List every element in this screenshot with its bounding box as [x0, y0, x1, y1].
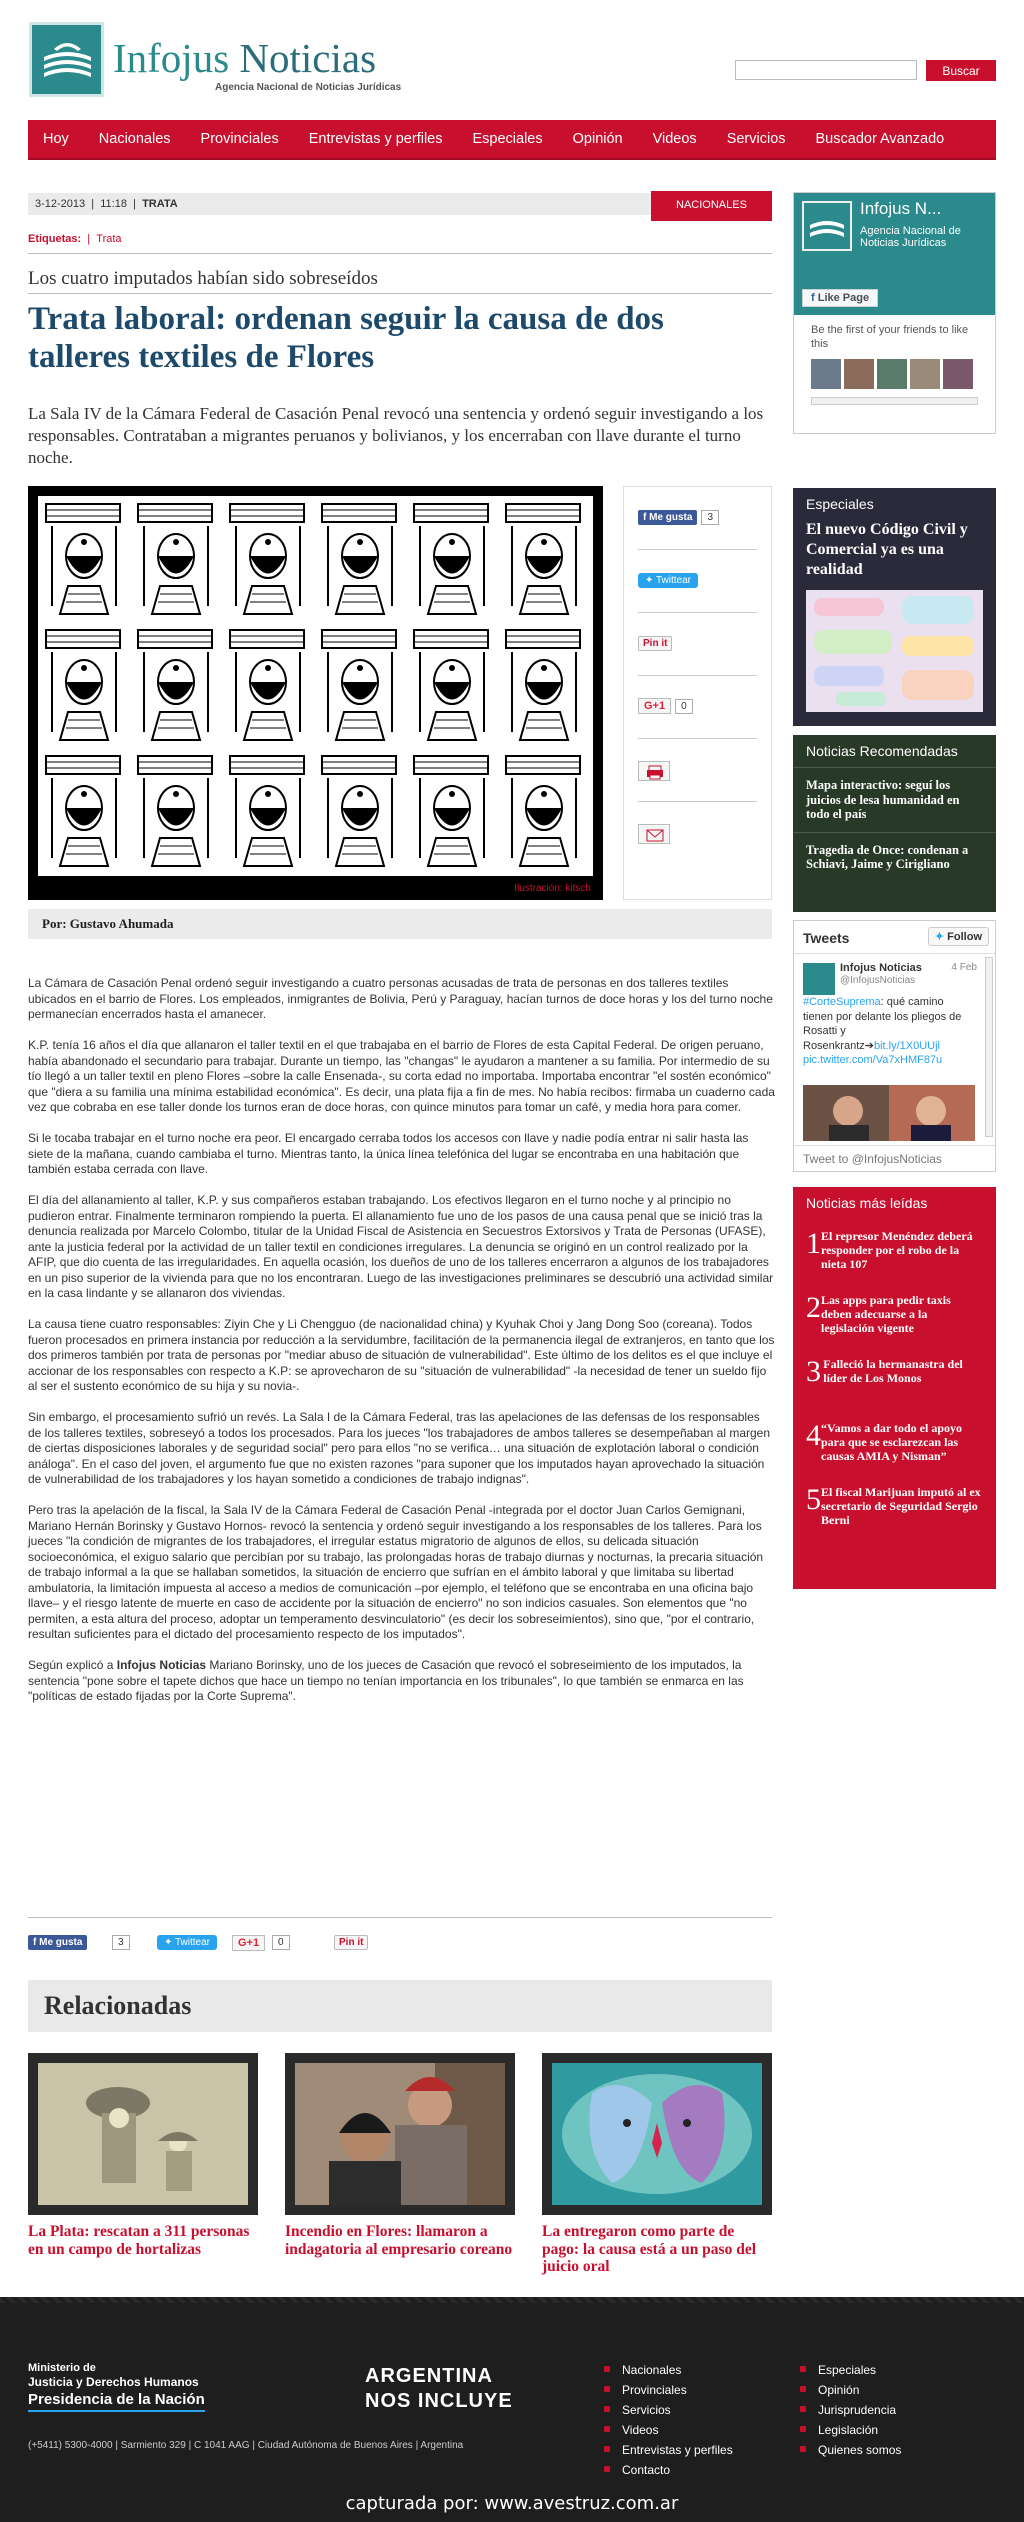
article-paragraph: Pero tras la apelación de la fiscal, la Sala IV de la Cámara Federal de Casación Penal -integrada por el doctor Juan Carlos Gemignani, Mariano Hernán Borinsky y Gustavo Hornos- revocó la sentencia y ordenó seguir investigando a los responsables de los talleres. Para los jueces "la condición de migrantes de los trabajadores, el irregular estatus migratorio de algunos de ellos, su delicada situación socioeconómica, el exiguo salario que percibían por su trabajo, las prolongadas horas de trabajo diurnas y nocturnas, la precaria situación de trabajo informal a la que se hallaban sometidos, la situación de encierro que sufrían en el ámbito laboral y que limitaba su libertad ambulatoria, la limitación impuesta al acceso a medios de comunicación –por ejemplo, el teléfono que se encontraba en una oficina bajo llave– y el riesgo latente de muerte en caso de accidente por la situación de encierro" no son indicios casuales. Son elementos que "no permiten, a esta altura del proceso, adoptar un temperamento desvinculatorio" (es decir los sobreseimientos), sino que, "por el contrario, resultan suficientes para el dictado del procesamiento respecto de los imputados".	[28, 1503, 764, 1641]
facebook-friends-text: Be the first of your friends to like this	[811, 324, 969, 350]
divider	[28, 293, 772, 294]
nav-opinion[interactable]: Opinión	[572, 131, 623, 147]
site-logo[interactable]	[29, 22, 409, 102]
most-read-item[interactable]: 1 El represor Menéndez deberá responder por el robo de la nieta 107	[806, 1227, 973, 1271]
printer-icon	[639, 762, 671, 782]
facebook-scrollbar[interactable]	[811, 397, 978, 405]
especiales-title[interactable]: El nuevo Código Civil y Comercial ya es una realidad	[806, 521, 968, 578]
site-header	[0, 0, 1024, 120]
footer-links-2	[798, 2360, 901, 2460]
related-heading: Relacionadas	[28, 1980, 772, 2032]
friend-avatar[interactable]	[910, 359, 940, 389]
share-print	[638, 739, 757, 802]
googleplus-count: 0	[675, 699, 693, 714]
most-read-heading: Noticias más leídas	[806, 1195, 928, 1211]
nav-buscador-avanzado[interactable]: Buscador Avanzado	[815, 131, 945, 147]
article-paragraph: Si le tocaba trabajar en el turno noche era peor. El encargado cerraba todos los accesos con llave y nadie podía entrar ni salir hasta las siete de la mañana, cuando cambiaba el turno. Mientras tanto, la única línea telefónica del lugar se encontraba en una habitación que también estaba cerrada con llave.	[28, 1131, 749, 1176]
article-image	[28, 486, 603, 900]
share-email	[638, 802, 757, 865]
search-button[interactable]: Buscar	[926, 60, 996, 81]
tweet-user[interactable]: Infojus Noticias	[840, 962, 922, 974]
article-paragraph: K.P. tenía 16 años el día que allanaron el taller textil en el que trabajaba en el barrio de Flores de esta Capital Federal. De origen peruano, había abandonado el secundario para trabajar. Durante un tiempo, las "changas" le ayudaron a mantener a su familia. Por intermedio de su tío llegó a un taller textil en pleno Flores –sobre la calle Ensenada-, su corta edad no importaba. Importaba encontrar "el sostén económico" que "diera a su familia una mínima estabilidad económica". Es decir, una plata fija a fin de mes. No había recibos: firmaba un cuaderno cada vez que cobraba en ese taller donde los turnos eran de doce horas, con quince minutos para tomar un café, y media hora para comer.	[28, 1038, 775, 1114]
argentina-logo-2: NOS INCLUYE	[365, 2390, 513, 2412]
tweets-scrollbar[interactable]	[985, 957, 993, 1137]
ministry-name-2: Justicia y Derechos Humanos	[28, 2375, 199, 2389]
friend-avatar[interactable]	[877, 359, 907, 389]
related-item[interactable]	[28, 2053, 258, 2258]
footer-link[interactable]: Servicios	[602, 2400, 733, 2420]
share-googleplus	[638, 676, 757, 739]
share-facebook	[638, 487, 757, 550]
pinterest-pin-button[interactable]: Pin it	[638, 636, 672, 651]
footer-link[interactable]: Provinciales	[602, 2380, 733, 2400]
footer-pattern	[0, 2297, 1024, 2303]
facebook-page-tagline: Agencia Nacional de Noticias Jurídicas	[860, 225, 961, 249]
facebook-friend-faces	[794, 359, 995, 389]
nav-especiales[interactable]: Especiales	[472, 131, 543, 147]
footer-link[interactable]: Quienes somos	[798, 2440, 901, 2460]
twitter-tweet-button[interactable]: ✦ Twittear	[638, 573, 698, 588]
page-avatar	[802, 201, 852, 251]
footer-link[interactable]: Entrevistas y perfiles	[602, 2440, 733, 2460]
article-paragraph: Sin embargo, el procesamiento sufrió un revés. La Sala I de la Cámara Federal, tras las apelaciones de las defensas de los responsables de los talleres textiles, sobreseyó a todos los procesados. Para los jueces "los trabajadores de ambos talleres se desempeñaban al margen de ciertas disposiciones laborales y de seguridad social" pero para ellos "no se verifica… una situación de explotación laboral o condición análoga". En el caso del joven, el argumento fue que no existen razones "para suponer que los imputados hayan aprovechado la situación de vulnerabilidad de los trabajadores y los hayan sometido a condiciones de trabajo indignas".	[28, 1410, 771, 1486]
footer-link[interactable]: Jurisprudencia	[798, 2400, 901, 2420]
divider	[28, 253, 772, 254]
logo-wordmark: Infojus Noticias	[113, 35, 377, 81]
twitter-bird-icon: ✦	[645, 575, 654, 586]
bottom-share-bar	[28, 1935, 772, 1957]
footer-link[interactable]: Nacionales	[602, 2360, 733, 2380]
tag-link[interactable]: Trata	[96, 233, 122, 245]
tweet-avatar[interactable]	[803, 963, 835, 995]
recommended-item[interactable]: Tragedia de Once: condenan a Schiavi, Jaime y Cirigliano	[806, 842, 969, 871]
googleplus-button[interactable]: G+1	[638, 698, 671, 714]
divider	[794, 953, 995, 954]
share-pinterest	[638, 613, 757, 676]
twitter-follow-button[interactable]: ✦ Follow	[928, 927, 989, 946]
tags-label: Etiquetas:	[28, 233, 82, 245]
presidency-logo[interactable]: Presidencia de la Nación	[28, 2391, 205, 2412]
related-image	[285, 2053, 515, 2215]
tweet-text: #CorteSuprema: qué camino tienen por delante los pliegos de Rosatti y Rosenkrantz➔bit.ly/1X0UUjl pic.twitter.com/Va7xHMF87u	[803, 996, 962, 1066]
main-nav	[28, 120, 996, 160]
image-credit: Ilustración: kitsch	[514, 883, 591, 894]
article-headline: Trata laboral: ordenan seguir la causa de dos talleres textiles de Flores	[28, 301, 664, 375]
article-topic[interactable]: TRATA	[142, 198, 178, 210]
googleplus-count-bottom: 0	[272, 1935, 290, 1950]
especiales-panel	[793, 488, 996, 726]
article-date: 3-12-2013	[35, 198, 86, 210]
twitter-bird-icon: ✦	[934, 931, 945, 943]
related-title[interactable]: La entregaron como parte de pago: la causa está a un paso del juicio oral	[542, 2223, 757, 2275]
share-sidebar	[623, 486, 772, 900]
tweets-heading: Tweets	[803, 930, 850, 946]
illustration-sewing-pattern	[38, 496, 593, 876]
related-item[interactable]	[542, 2053, 772, 2276]
footer-link[interactable]: Opinión	[798, 2380, 901, 2400]
article-author: Por: Gustavo Ahumada	[28, 909, 772, 939]
especiales-heading[interactable]: Especiales	[806, 496, 874, 512]
related-item[interactable]	[285, 2053, 515, 2258]
footer-link[interactable]: Videos	[602, 2420, 733, 2440]
facebook-like-count: 3	[701, 510, 719, 525]
footer-address: (+5411) 5300-4000 | Sarmiento 329 | C 1041 AAG | Ciudad Autónoma de Buenos Aires | Argentina	[28, 2440, 464, 2451]
article-paragraph: La causa tiene cuatro responsables: Ziyin Che y Li Chengguo (de nacionalidad china) y Kyuhak Choi y Jang Dong Soo (coreana). Todos fueron procesados en primera instancia por reducción a la servidumbre, facilitación de la permanencia ilegal de extranjeros, en tanto que los dos primeros también por trata de personas por "mediar abuso de situación de vulnerabilidad". Este último de los delitos es el que incluye el accionar de los responsables con respecto a K.P: se aprovecharon de su "situación de vulnerabilidad" -la necesidad de tener un sueldo fijo al ser el sustento económico de su hija y su novia-.	[28, 1317, 775, 1393]
related-title[interactable]: La Plata: rescatan a 311 personas en un campo de hortalizas	[28, 2223, 250, 2258]
friend-avatar[interactable]	[844, 359, 874, 389]
article-paragraph: Según explicó a Infojus Noticias Mariano Borinsky, uno de los jueces de Casación que revocó el sobreseimiento de los imputados, la sentencia "pone sobre el tapete dichos que hace un tiempo no tenían importancia en los tribunales", lo que también se enmarca en las "políticas de estado fijadas por la Corte Suprema".	[28, 1658, 744, 1703]
facebook-like-button-bottom[interactable]: f Me gusta	[28, 1935, 87, 1950]
nav-nacionales[interactable]: Nacionales	[98, 131, 171, 147]
email-button[interactable]	[638, 824, 670, 844]
recommended-item[interactable]: Mapa interactivo: seguí los juicios de lesa humanidad en todo el país	[793, 767, 996, 833]
tweet-date[interactable]: 4 Feb	[951, 962, 977, 973]
recommended-heading: Noticias Recomendadas	[806, 743, 958, 759]
share-twitter	[638, 550, 757, 613]
nav-videos[interactable]: Videos	[652, 131, 697, 147]
googleplus-button-bottom[interactable]: G+1	[232, 1935, 265, 1951]
search-input[interactable]	[735, 60, 917, 80]
logo-tagline: Agencia Nacional de Noticias Jurídicas	[215, 82, 402, 93]
nav-provinciales[interactable]: Provinciales	[200, 131, 279, 147]
footer-link[interactable]: Especiales	[798, 2360, 901, 2380]
article-lead: La Sala IV de la Cámara Federal de Casación Penal revocó una sentencia y ordenó seguir investigando a los responsables. Contrataban a migrantes peruanos y bolivianos, y los encerraban con llave durante el turno noche.	[28, 404, 764, 467]
twitter-tweet-button-bottom[interactable]: ✦ Twittear	[157, 1935, 217, 1950]
recommended-panel	[793, 735, 996, 912]
article-kicker: Los cuatro imputados habían sido sobreseídos	[28, 268, 378, 289]
related-image	[542, 2053, 772, 2215]
pinterest-pin-button-bottom[interactable]: Pin it	[334, 1935, 368, 1950]
facebook-f-icon: f	[811, 292, 815, 304]
book-logo-icon	[29, 22, 104, 97]
most-read-item[interactable]: 4 “Vamos a dar todo el apoyo para que se esclarezcan las causas AMIA y Nisman”	[806, 1419, 963, 1463]
tweet-to-input[interactable]: Tweet to @InfojusNoticias	[794, 1145, 995, 1171]
friend-avatar[interactable]	[811, 359, 841, 389]
article-paragraph: La Cámara de Casación Penal ordenó seguir investigando a cuatro personas acusadas de trata de personas en dos talleres textiles ubicados en el barrio de Flores. Los empleados, inmigrantes de Bolivia, Perú y Paraguay, hacían turnos de doce horas y los del turno noche permanecían encerrados hasta el amanecer.	[28, 976, 773, 1021]
tweet-photo[interactable]	[803, 1085, 975, 1141]
tags-line: Etiquetas: | Trata	[28, 233, 122, 245]
footer-link[interactable]: Legislación	[798, 2420, 901, 2440]
most-read-item[interactable]: 2 Las apps para pedir taxis deben adecuarse a la legislación vigente	[806, 1291, 951, 1335]
twitter-timeline-widget	[793, 920, 996, 1172]
tweet-handle[interactable]: @InfojusNoticias	[840, 975, 916, 986]
nav-entrevistas[interactable]: Entrevistas y perfiles	[308, 131, 443, 147]
facebook-page-widget	[793, 192, 996, 434]
print-button[interactable]	[638, 761, 670, 781]
footer-link[interactable]: Contacto	[602, 2460, 733, 2480]
footer-links-1	[602, 2360, 733, 2480]
most-read-item[interactable]: 5 El fiscal Marijuan imputó al ex secretario de Seguridad Sergio Berni	[806, 1483, 981, 1527]
facebook-like-count-bottom: 3	[112, 1935, 130, 1950]
most-read-panel	[793, 1187, 996, 1589]
article-meta-bar: 3-12-2013 | 11:18 | TRATA NACIONALES	[28, 193, 772, 215]
especiales-image[interactable]	[806, 590, 983, 712]
section-badge[interactable]: NACIONALES	[651, 191, 772, 221]
divider	[28, 1917, 772, 1918]
twitter-bird-icon: ✦	[164, 1937, 173, 1948]
nav-servicios[interactable]: Servicios	[726, 131, 786, 147]
article-paragraph: El día del allanamiento al taller, K.P. y sus compañeros estaban trabajando. Los efectivos llegaron en el turno noche y al principio no pudieron entrar. Finalmente terminaron rompiendo la puerta. El allanamiento fue uno de los pasos de una causa penal que se inició tras la denuncia realizada por Marcelo Colombo, titular de la Unidad Fiscal de Asistencia en Secuestros Extorsivos y Trata de Personas (UFASE), ante la justicia federal por la actividad de un taller textil en condiciones irregulares. La denuncia se originó en un control realizado por la AFIP, que dio cuenta de las irregularidades. En aquella ocasión, los dueños de uno de los talleres encerraron a algunos de los trabajadores en un piso superior de la vivienda para que no los encontraran. Luego de las investigaciones preliminares se descubrió una actividad similar en la casa lindante y se allanaron dos viviendas.	[28, 1193, 774, 1300]
related-title[interactable]: Incendio en Flores: llamaron a indagatoria al empresario coreano	[285, 2223, 513, 2258]
ministry-name-1: Ministerio de	[28, 2362, 96, 2374]
envelope-icon	[639, 825, 671, 845]
most-read-item[interactable]: 3 Falleció la hermanastra del líder de Los Monos	[806, 1355, 963, 1388]
facebook-page-name[interactable]: Infojus N...	[860, 199, 942, 218]
article-body	[28, 976, 776, 1720]
friend-avatar[interactable]	[943, 359, 973, 389]
article-time: 11:18	[100, 198, 127, 210]
capture-watermark: capturada por: www.avestruz.com.ar	[345, 2493, 679, 2514]
facebook-like-page-button[interactable]: f Like Page	[802, 289, 878, 307]
nav-hoy[interactable]: Hoy	[43, 131, 69, 147]
facebook-like-button[interactable]: f Me gusta	[638, 510, 697, 525]
related-image	[28, 2053, 258, 2215]
argentina-logo-1: ARGENTINA	[365, 2365, 493, 2387]
facebook-page-banner[interactable]	[794, 193, 995, 315]
